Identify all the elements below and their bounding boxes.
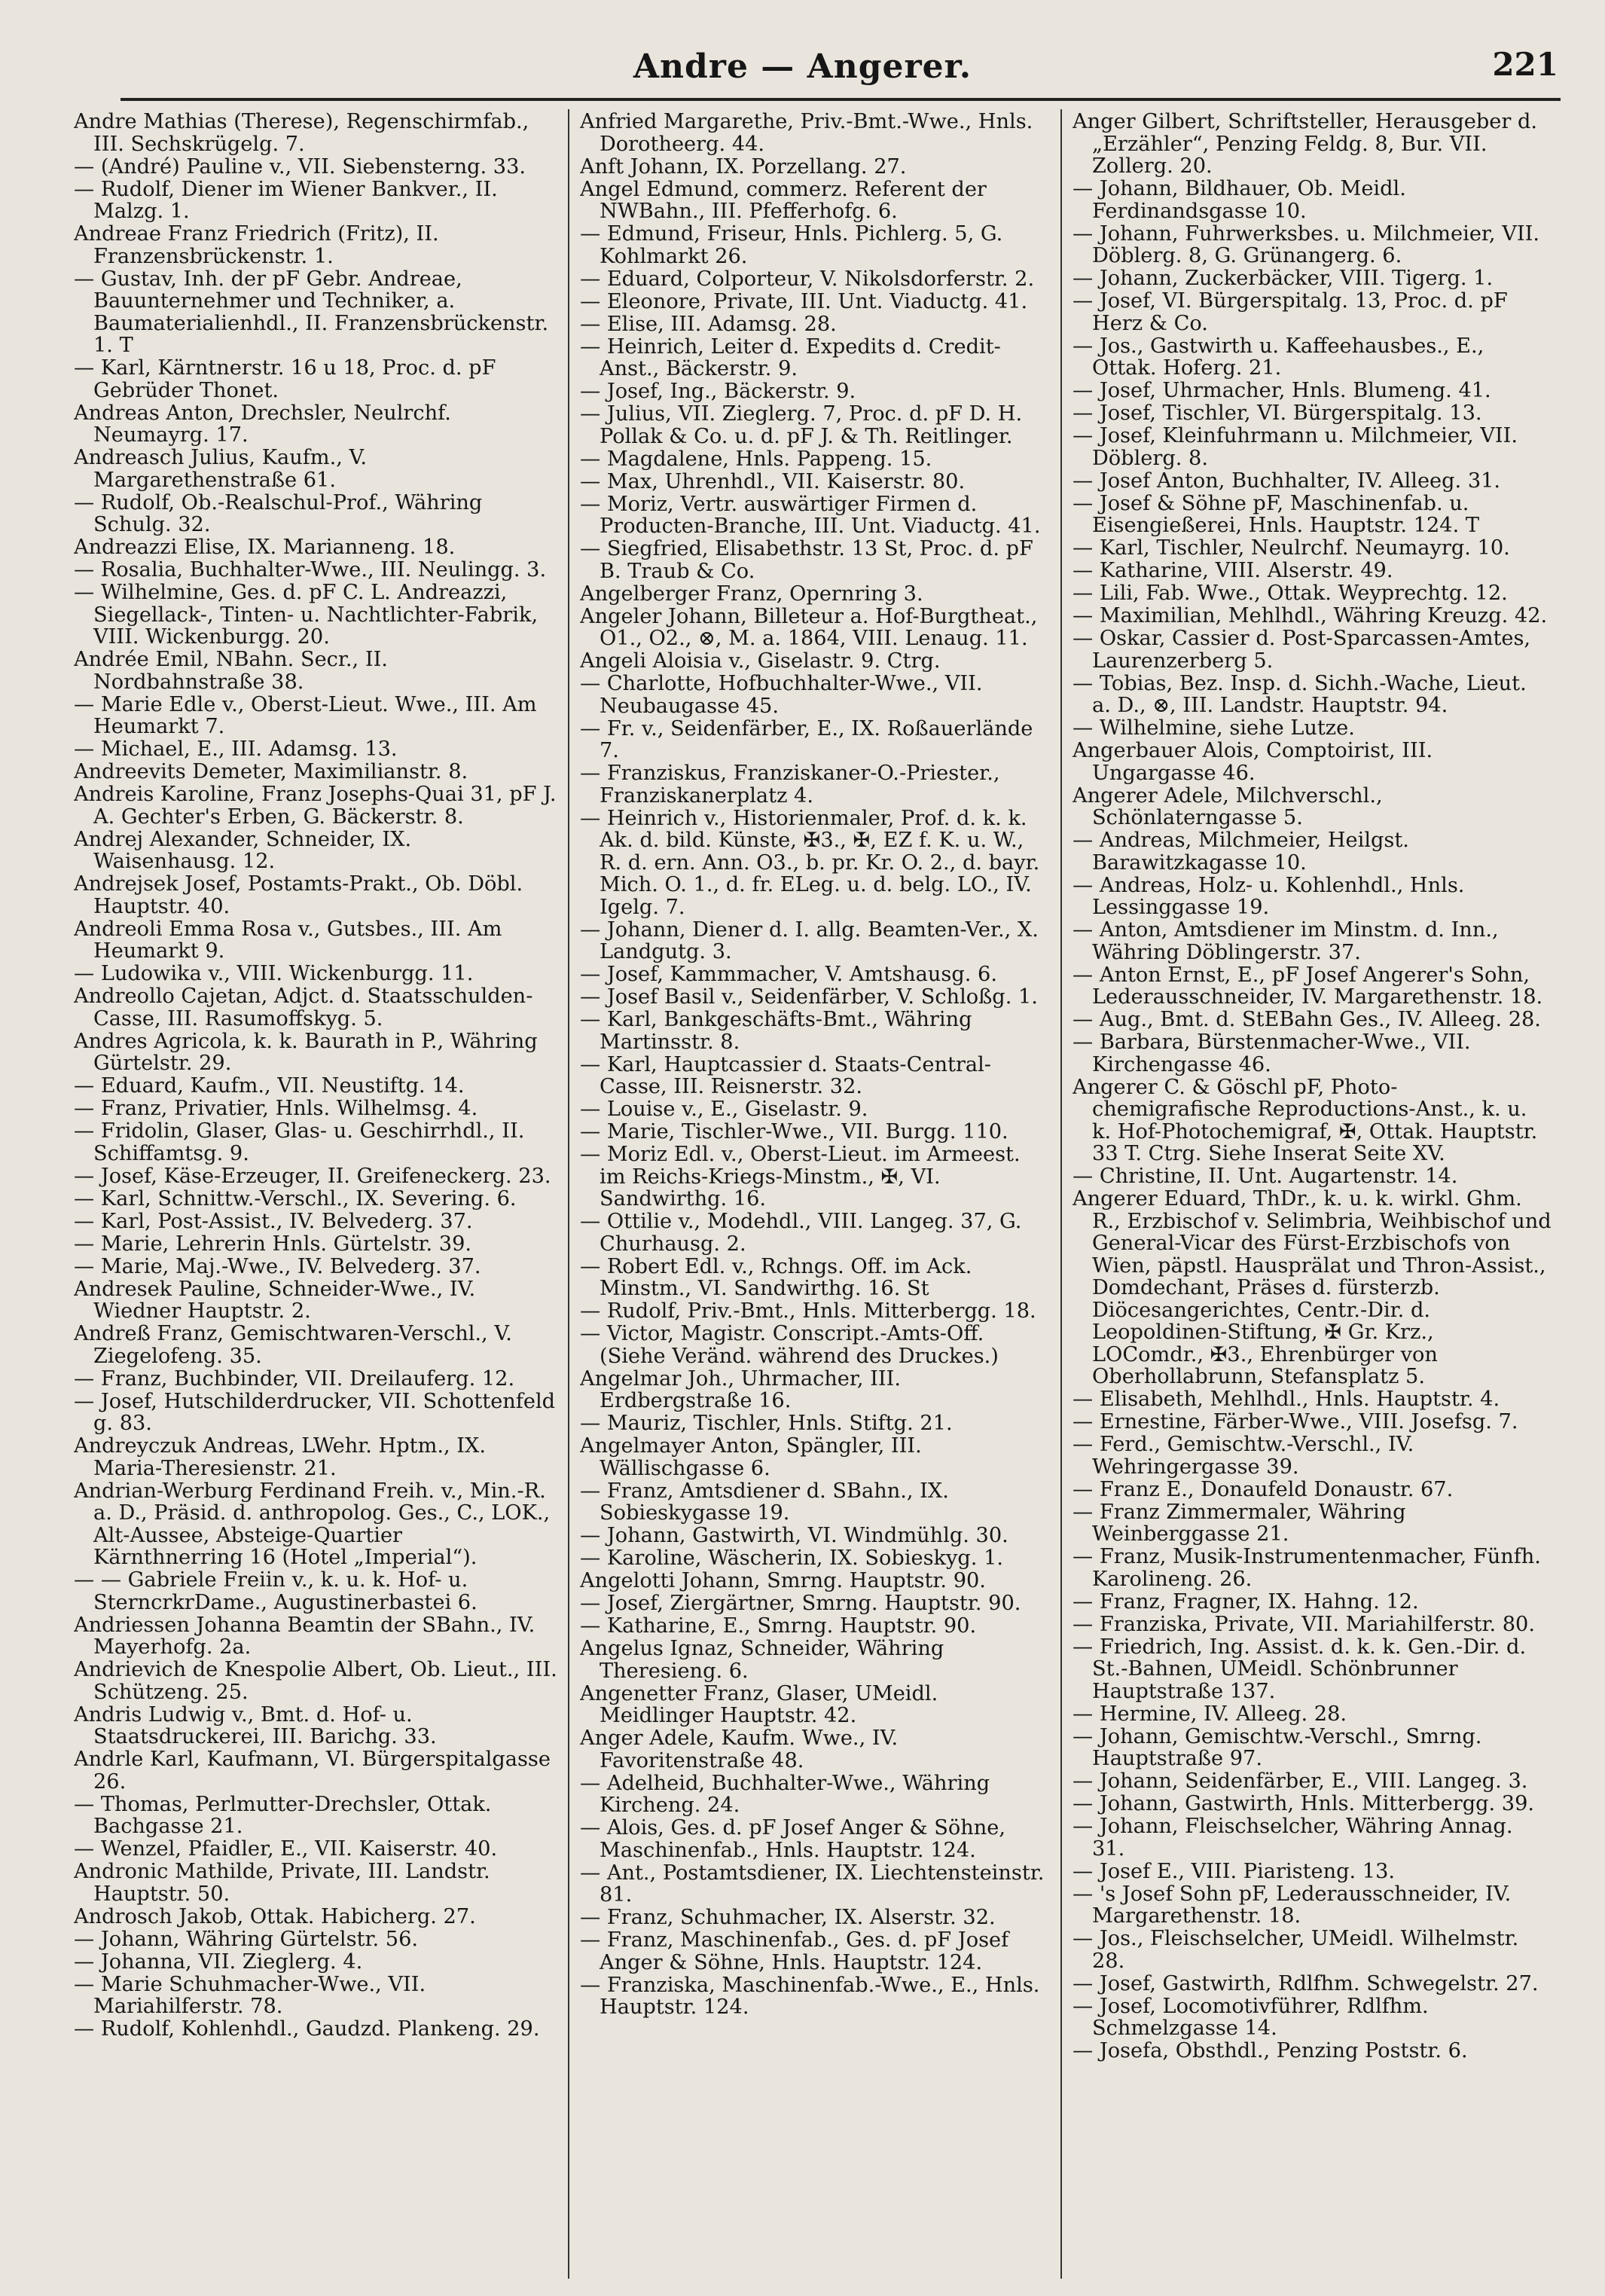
directory-entry: — Johann, Bildhauer, Ob. Meidl. Ferdinandsgasse 10.: [1073, 177, 1406, 223]
directory-entry: — Victor, Magistr. Conscript.-Amts-Off. (Siehe Veränd. während des Druckes.): [580, 1322, 999, 1368]
column-1: [74, 111, 557, 2280]
directory-entry: Anft Johann, IX. Porzellang. 27.: [580, 154, 907, 179]
directory-entry: — Josef Anton, Buchhalter, IV. Alleeg. 31.: [1073, 469, 1501, 493]
directory-entry: — Christine, II. Unt. Augartenstr. 14.: [1073, 1165, 1458, 1188]
directory-entry: — Karl, Kärntnerstr. 16 u 18, Proc. d. pF Gebrüder Thonet.: [74, 356, 496, 402]
directory-entry: — — Gabriele Freiin v., k. u. k. Hof- u. SterncrkrDame., Augustinerbastei 6.: [74, 1568, 478, 1614]
directory-entry: — Fridolin, Glaser, Glas- u. Geschirrhdl., II. Schiffamtsg. 9.: [74, 1119, 525, 1165]
directory-entry: — Johanna, VII. Zieglerg. 4.: [74, 1949, 363, 1974]
directory-entry: Angerer Adele, Milchverschl., Schönlaterngasse 5.: [1073, 783, 1383, 829]
directory-entry: — Hermine, IV. Alleeg. 28.: [1073, 1702, 1347, 1726]
directory-entry: — Tobias, Bez. Insp. d. Sichh.-Wache, Lieut. a. D., ⊗, III. Landstr. Hauptstr. 94.: [1073, 671, 1527, 717]
directory-entry: — Rudolf, Ob.-Realschul-Prof., Währing Schulg. 32.: [74, 490, 483, 536]
directory-entry: Angerbauer Alois, Comptoirist, III. Ungargasse 46.: [1073, 739, 1433, 785]
directory-entry: — Rosalia, Buchhalter-Wwe., III. Neulingg. 3.: [74, 558, 547, 582]
directory-entry: Andronic Mathilde, Private, III. Landstr. Hauptstr. 50.: [74, 1860, 490, 1906]
directory-entry: — Andreas, Milchmeier, Heilgst. Barawitzkagasse 10.: [1073, 829, 1409, 875]
directory-entry: — Anton Ernst, E., pF Josef Angerer's Sohn, Lederausschneider, IV. Margarethenstr. 18.: [1073, 963, 1543, 1009]
directory-entry: — Josef, Kleinfuhrmann u. Milchmeier, VII. Döblerg. 8.: [1073, 424, 1518, 470]
directory-entry: — Franziskus, Franziskaner-O.-Priester., Franziskanerplatz 4.: [580, 762, 1000, 808]
directory-entry: — Lili, Fab. Wwe., Ottak. Weyprechtg. 12.: [1073, 582, 1508, 605]
directory-entry: — Elise, III. Adamsg. 28.: [580, 312, 837, 336]
directory-entry: — Johann, Fleischselcher, Währing Annag. 31.: [1073, 1815, 1513, 1861]
directory-entry: — Franz, Musik-Instrumentenmacher, Fünfh. Karolineng. 26.: [1073, 1545, 1541, 1591]
directory-entry: — Karl, Post-Assist., IV. Belvederg. 37.: [74, 1209, 473, 1233]
directory-entry: — Josef, Kammmacher, V. Amtshausg. 6.: [580, 963, 997, 986]
directory-entry: — Robert Edl. v., Rchngs. Off. im Ack. Minstm., VI. Sandwirthg. 16. St: [580, 1254, 972, 1300]
directory-entry: — Johann, Seidenfärber, E., VIII. Langeg. 3.: [1073, 1769, 1528, 1793]
directory-entry: — Heinrich v., Historienmaler, Prof. d. k. k. Ak. d. bild. Künste, ✠3., ✠, EZ f. K. u. W., R. d. ern. Ann. O3., b. pr. Kr. O. 2., d. bayr. Mich. O. 1., d. fr. ELeg. u. d. belg. LO., IV. Igelg. 7.: [580, 806, 1040, 919]
directory-entry: — Wenzel, Pfaidler, E., VII. Kaiserstr. 40.: [74, 1837, 498, 1861]
header-rule: [121, 98, 1561, 101]
directory-entry: — Heinrich, Leiter d. Expedits d. Credit-Anst., Bäckerstr. 9.: [580, 334, 1001, 380]
directory-entry: — Charlotte, Hofbuchhalter-Wwe., VII. Neubaugasse 45.: [580, 672, 983, 718]
directory-entry: — Katharine, VIII. Alserstr. 49.: [1073, 559, 1393, 582]
column-2: [580, 111, 1051, 2280]
directory-entry: — Johann, Diener d. I. allg. Beamten-Ver., X. Landgutg. 3.: [580, 917, 1039, 963]
directory-entry: Angenetter Franz, Glaser, UMeidl. Meidlinger Hauptstr. 42.: [580, 1681, 938, 1727]
directory-entry: — Josef, Käse-Erzeuger, II. Greifeneckerg. 23.: [74, 1164, 551, 1188]
column-divider: [1060, 109, 1062, 2279]
directory-entry: — Josef Basil v., Seidenfärber, V. Schloßg. 1.: [580, 985, 1038, 1009]
directory-entry: — Rudolf, Diener im Wiener Bankver., II. Malzg. 1.: [74, 177, 498, 223]
directory-entry: — Franz, Privatier, Hnls. Wilhelmsg. 4.: [74, 1097, 478, 1120]
directory-entry: — Karl, Tischler, Neulrchf. Neumayrg. 10.: [1073, 536, 1510, 560]
directory-entry: — Karoline, Wäscherin, IX. Sobieskyg. 1.: [580, 1546, 1004, 1570]
directory-entry: Andresek Pauline, Schneider-Wwe., IV. Wiedner Hauptstr. 2.: [74, 1277, 476, 1323]
directory-entry: — Josef & Söhne pF, Maschinenfab. u. Eisengießerei, Hnls. Hauptstr. 124. T: [1073, 491, 1479, 537]
directory-entry: Andreazzi Elise, IX. Marianneng. 18.: [74, 536, 456, 559]
directory-entry: — Eleonore, Private, III. Unt. Viaductg. 41.: [580, 289, 1028, 313]
directory-entry: — Josef, Locomotivführer, Rdlfhm. Schmelzgasse 14.: [1073, 1994, 1429, 2040]
directory-entry: — Friedrich, Ing. Assist. d. k. k. Gen.-Dir. d. St.-Bahnen, UMeidl. Schönbrunner Hauptstraße 137.: [1073, 1635, 1527, 1703]
directory-entry: Angelberger Franz, Opernring 3.: [580, 582, 923, 606]
directory-entry: — Thomas, Perlmutter-Drechsler, Ottak. Bachgasse 21.: [74, 1792, 492, 1838]
directory-entry: Andreyczuk Andreas, LWehr. Hptm., IX. Maria-Theresienstr. 21.: [74, 1434, 487, 1480]
directory-entry: — Eduard, Colporteur, V. Nikolsdorferstr. 2.: [580, 267, 1035, 291]
directory-entry: — Josef, Uhrmacher, Hnls. Blumeng. 41.: [1073, 379, 1491, 402]
directory-entry: — Aug., Bmt. d. StEBahn Ges., IV. Alleeg. 28.: [1073, 1008, 1541, 1031]
page-number: 221: [1492, 46, 1558, 83]
directory-entry: Angerer Eduard, ThDr., k. u. k. wirkl. Ghm. R., Erzbischof v. Selimbria, Weihbischof und General-Vicar des Fürst-Erzbischofs von Wien, päpstl. Hausprälat und Thron-Assist., Domdechant, Präses d. fürsterzb. Diöcesangerichtes, Centr.-Dir. d. Leopoldinen-Stiftung, ✠ Gr. Krz., LOComdr., ✠3., Ehrenbürger von Oberhollabrunn, Stefansplatz 5.: [1073, 1187, 1552, 1388]
directory-entry: Angeli Aloisia v., Giselastr. 9. Ctrg.: [580, 649, 941, 673]
directory-entry: — Josef, Tischler, VI. Bürgerspitalg. 13.: [1073, 401, 1482, 425]
directory-entry: — Ludowika v., VIII. Wickenburgg. 11.: [74, 962, 474, 985]
directory-entry: — Johann, Gastwirth, Hnls. Mitterbergg. 39.: [1073, 1792, 1535, 1815]
page-header: [0, 41, 1605, 94]
directory-entry: — Marie, Maj.-Wwe., IV. Belvederg. 37.: [74, 1254, 481, 1278]
directory-entry: — Karl, Bankgeschäfts-Bmt., Währing Martinsstr. 8.: [580, 1008, 972, 1054]
directory-entry: — Johann, Gemischtw.-Verschl., Smrng. Hauptstraße 97.: [1073, 1724, 1482, 1770]
directory-entry: — Max, Uhrenhdl., VII. Kaiserstr. 80.: [580, 469, 966, 493]
directory-entry: — Mauriz, Tischler, Hnls. Stiftg. 21.: [580, 1412, 953, 1435]
directory-entry: — Franz E., Donaufeld Donaustr. 67.: [1073, 1477, 1454, 1501]
directory-entry: — (André) Pauline v., VII. Siebensterng. 33.: [74, 154, 526, 179]
directory-entry: Andriessen Johanna Beamtin der SBahn., IV. Mayerhofg. 2a.: [74, 1613, 536, 1659]
directory-entry: — Alois, Ges. d. pF Josef Anger & Söhne, Maschinenfab., Hnls. Hauptstr. 124.: [580, 1816, 1005, 1862]
directory-entry: — Gustav, Inh. der pF Gebr. Andreae, Bauunternehmer und Techniker, a. Baumaterialienhdl., II. Franzensbrückenstr. 1. T: [74, 267, 549, 357]
directory-entry: Andris Ludwig v., Bmt. d. Hof- u. Staatsdruckerei, III. Barichg. 33.: [74, 1702, 437, 1748]
directory-entry: — Josef, VI. Bürgerspitalg. 13, Proc. d. pF Herz & Co.: [1073, 289, 1508, 335]
directory-entry: — Ferd., Gemischtw.-Verschl., IV. Wehringergasse 39.: [1073, 1433, 1414, 1479]
directory-entry: — Johann, Währing Gürtelstr. 56.: [74, 1927, 419, 1951]
directory-entry: — Marie, Tischler-Wwe., VII. Burgg. 110.: [580, 1120, 1008, 1143]
directory-entry: — Louise v., E., Giselastr. 9.: [580, 1098, 868, 1121]
directory-entry: — Marie, Lehrerin Hnls. Gürtelstr. 39.: [74, 1232, 472, 1256]
directory-entry: — Franz, Amtsdiener d. SBahn., IX. Sobieskygasse 19.: [580, 1479, 949, 1525]
directory-entry: Andreoli Emma Rosa v., Gutsbes., III. Am Heumarkt 9.: [74, 917, 502, 963]
directory-entry: Angelmar Joh., Uhrmacher, III. Erdbergstraße 16.: [580, 1366, 902, 1412]
directory-entry: — Jos., Fleischselcher, UMeidl. Wilhelmstr. 28.: [1073, 1927, 1519, 1973]
directory-entry: — Fr. v., Seidenfärber, E., IX. Roßauerlände 7.: [580, 716, 1033, 762]
directory-entry: — Franziska, Maschinenfab.-Wwe., E., Hnls. Hauptstr. 124.: [580, 1973, 1040, 2019]
directory-entry: Androsch Jakob, Ottak. Habicherg. 27.: [74, 1904, 476, 1928]
directory-entry: — Josef, Ing., Bäckerstr. 9.: [580, 380, 856, 403]
directory-entry: — 's Josef Sohn pF, Lederausschneider, IV. Margarethenstr. 18.: [1073, 1882, 1512, 1928]
directory-entry: — Jos., Gastwirth u. Kaffeehausbes., E., Ottak. Hoferg. 21.: [1073, 334, 1484, 380]
directory-entry: Andrejsek Josef, Postamts-Prakt., Ob. Döbl. Hauptstr. 40.: [74, 872, 523, 918]
directory-entry: — Maximilian, Mehlhdl., Währing Kreuzg. 42.: [1073, 604, 1548, 627]
directory-entry: — Josefa, Obsthdl., Penzing Poststr. 6.: [1073, 2039, 1468, 2062]
directory-entry: Angelotti Johann, Smrng. Hauptstr. 90.: [580, 1569, 986, 1592]
directory-entry: — Franziska, Private, VII. Mariahilferstr. 80.: [1073, 1612, 1536, 1636]
directory-entry: — Johann, Fuhrwerksbes. u. Milchmeier, VII. Döblerg. 8, G. Grünangerg. 6.: [1073, 221, 1539, 267]
directory-entry: Angelus Ignaz, Schneider, Währing Theresieng. 6.: [580, 1637, 944, 1683]
directory-entry: — Franz, Fragner, IX. Hahng. 12.: [1073, 1589, 1419, 1614]
directory-entry: — Julius, VII. Zieglerg. 7, Proc. d. pF D. H. Pollak & Co. u. d. pF J. & Th. Reitlinger.: [580, 402, 1023, 448]
directory-entry: — Marie Edle v., Oberst-Lieut. Wwe., III. Am Heumarkt 7.: [74, 692, 537, 738]
directory-entry: Angel Edmund, commerz. Referent der NWBahn., III. Pfefferhofg. 6.: [580, 177, 987, 223]
directory-entry: — Franz Zimmermaler, Währing Weinberggasse 21.: [1073, 1500, 1406, 1546]
directory-entry: Andrievich de Knespolie Albert, Ob. Lieut., III. Schützeng. 25.: [74, 1658, 557, 1704]
directory-entry: — Michael, E., III. Adamsg. 13.: [74, 737, 398, 761]
directory-entry: — Karl, Schnittw.-Verschl., IX. Severing. 6.: [74, 1186, 517, 1211]
directory-entry: — Rudolf, Priv.-Bmt., Hnls. Mitterbergg. 18.: [580, 1299, 1036, 1323]
directory-entry: Andres Agricola, k. k. Baurath in P., Währing Gürtelstr. 29.: [74, 1029, 538, 1075]
directory-entry: — Josef, Gastwirth, Rdlfhm. Schwegelstr. 27.: [1073, 1971, 1539, 1995]
directory-entry: — Karl, Hauptcassier d. Staats-Central-Casse, III. Reisnerstr. 32.: [580, 1052, 991, 1098]
directory-entry: Anfried Margarethe, Priv.-Bmt.-Wwe., Hnls. Dorotheerg. 44.: [580, 111, 1033, 156]
directory-entry: Andrian-Werburg Ferdinand Freih. v., Min.-R. a. D., Präsid. d. anthropolog. Ges., C., LOK., Alt-Aussee, Absteige-Quartier Kärnthnerring 16 (Hotel „Imperial“).: [74, 1479, 551, 1569]
directory-entry: — Johann, Zuckerbäcker, VIII. Tigerg. 1.: [1073, 267, 1494, 290]
directory-entry: Angerer C. & Göschl pF, Photo-chemigrafische Reproductions-Anst., k. u. k. Hof-Photochemigraf, ✠, Ottak. Hauptstr. 33 T. Ctrg. Siehe Inserat Seite XV.: [1073, 1075, 1538, 1165]
directory-entry: — Franz, Maschinenfab., Ges. d. pF Josef Anger & Söhne, Hnls. Hauptstr. 124.: [580, 1928, 1009, 1974]
directory-entry: Andrle Karl, Kaufmann, VI. Bürgerspitalgasse 26.: [74, 1748, 551, 1794]
directory-entry: Andrée Emil, NBahn. Secr., II. Nordbahnstraße 38.: [74, 648, 388, 694]
directory-entry: Andre Mathias (Therese), Regenschirmfab., III. Sechskrügelg. 7.: [74, 111, 529, 156]
directory-entry: — Adelheid, Buchhalter-Wwe., Währing Kircheng. 24.: [580, 1771, 990, 1817]
directory-entry: — Moriz, Vertr. auswärtiger Firmen d. Producten-Branche, III. Unt. Viaductg. 41.: [580, 492, 1041, 538]
directory-entry: — Elisabeth, Mehlhdl., Hnls. Hauptstr. 4.: [1073, 1388, 1500, 1411]
directory-entry: — Josef E., VIII. Piaristeng. 13.: [1073, 1859, 1396, 1883]
directory-entry: Angelmayer Anton, Spängler, III. Wällischgasse 6.: [580, 1434, 922, 1480]
directory-entry: — Barbara, Bürstenmacher-Wwe., VII. Kirchengasse 46.: [1073, 1030, 1471, 1076]
directory-entry: Andreollo Cajetan, Adjct. d. Staatsschulden-Casse, III. Rasumoffskyg. 5.: [74, 985, 533, 1030]
directory-entry: — Johann, Gastwirth, VI. Windmühlg. 30.: [580, 1524, 1008, 1547]
directory-entry: — Oskar, Cassier d. Post-Sparcassen-Amtes, Laurenzerberg 5.: [1073, 627, 1531, 673]
directory-entry: Andreis Karoline, Franz Josephs-Quai 31, pF J. A. Gechter's Erben, G. Bäckerstr. 8.: [74, 783, 557, 829]
directory-entry: — Wilhelmine, Ges. d. pF C. L. Andreazzi, Siegellack-, Tinten- u. Nachtlichter-Fabrik, VIII. Wickenburgg. 20.: [74, 581, 539, 649]
directory-entry: — Josef, Ziergärtner, Smrng. Hauptstr. 90.: [580, 1592, 1021, 1615]
column-3: [1073, 111, 1552, 2280]
directory-entry: Anger Adele, Kaufm. Wwe., IV. Favoritenstraße 48.: [580, 1727, 899, 1772]
directory-entry: — Edmund, Friseur, Hnls. Pichlerg. 5, G. Kohlmarkt 26.: [580, 222, 1003, 268]
directory-entry: Andreas Anton, Drechsler, Neulrchf. Neumayrg. 17.: [74, 401, 451, 447]
directory-entry: — Eduard, Kaufm., VII. Neustiftg. 14.: [74, 1074, 465, 1098]
directory-entry: — Anton, Amtsdiener im Minstm. d. Inn., Währing Döblingerstr. 37.: [1073, 918, 1499, 964]
directory-entry: — Ant., Postamtsdiener, IX. Liechtensteinstr. 81.: [580, 1861, 1045, 1907]
directory-entry: Andreß Franz, Gemischtwaren-Verschl., V. Ziegelofeng. 35.: [74, 1322, 512, 1368]
directory-entry: Andreae Franz Friedrich (Fritz), II. Franzensbrückenstr. 1.: [74, 222, 439, 268]
directory-entry: Angeler Johann, Billeteur a. Hof-Burgtheat., O1., O2., ⊗, M. a. 1864, VIII. Lenaug. 11.: [580, 604, 1038, 650]
directory-entry: — Ernestine, Färber-Wwe., VIII. Josefsg. 7.: [1073, 1410, 1518, 1433]
directory-entry: — Katharine, E., Smrng. Hauptstr. 90.: [580, 1614, 977, 1638]
directory-entry: — Marie Schuhmacher-Wwe., VII. Mariahilferstr. 78.: [74, 1972, 426, 2018]
directory-entry: — Rudolf, Kohlenhdl., Gaudzd. Plankeng. 29.: [74, 2017, 540, 2041]
running-title: Andre — Angerer.: [633, 47, 972, 86]
directory-entry: Andreasch Julius, Kaufm., V. Margarethenstraße 61.: [74, 446, 368, 492]
directory-entry: — Siegfried, Elisabethstr. 13 St, Proc. d. pF B. Traub & Co.: [580, 537, 1033, 583]
directory-entry: — Franz, Schuhmacher, IX. Alserstr. 32.: [580, 1906, 996, 1929]
directory-entry: — Magdalene, Hnls. Pappeng. 15.: [580, 447, 932, 471]
directory-entry: — Andreas, Holz- u. Kohlenhdl., Hnls. Lessinggasse 19.: [1073, 873, 1465, 919]
column-divider: [568, 109, 569, 2279]
directory-entry: — Josef, Hutschilderdrucker, VII. Schottenfeld g. 83.: [74, 1389, 556, 1435]
directory-entry: Andrej Alexander, Schneider, IX. Waisenhausg. 12.: [74, 827, 412, 873]
directory-entry: — Wilhelmine, siehe Lutze.: [1073, 716, 1355, 740]
directory-entry: — Moriz Edl. v., Oberst-Lieut. im Armeest. im Reichs-Kriegs-Minstm., ✠, VI. Sandwirthg. 16.: [580, 1143, 1021, 1211]
directory-entry: — Franz, Buchbinder, VII. Dreilauferg. 12.: [74, 1366, 515, 1391]
directory-entry: — Ottilie v., Modehdl., VIII. Langeg. 37, G. Churhausg. 2.: [580, 1210, 1022, 1256]
directory-entry: Anger Gilbert, Schriftsteller, Herausgeber d. „Erzähler“, Penzing Feldg. 8, Bur. VII. Zollerg. 20.: [1073, 111, 1538, 178]
directory-entry: Andreevits Demeter, Maximilianstr. 8.: [74, 760, 468, 783]
